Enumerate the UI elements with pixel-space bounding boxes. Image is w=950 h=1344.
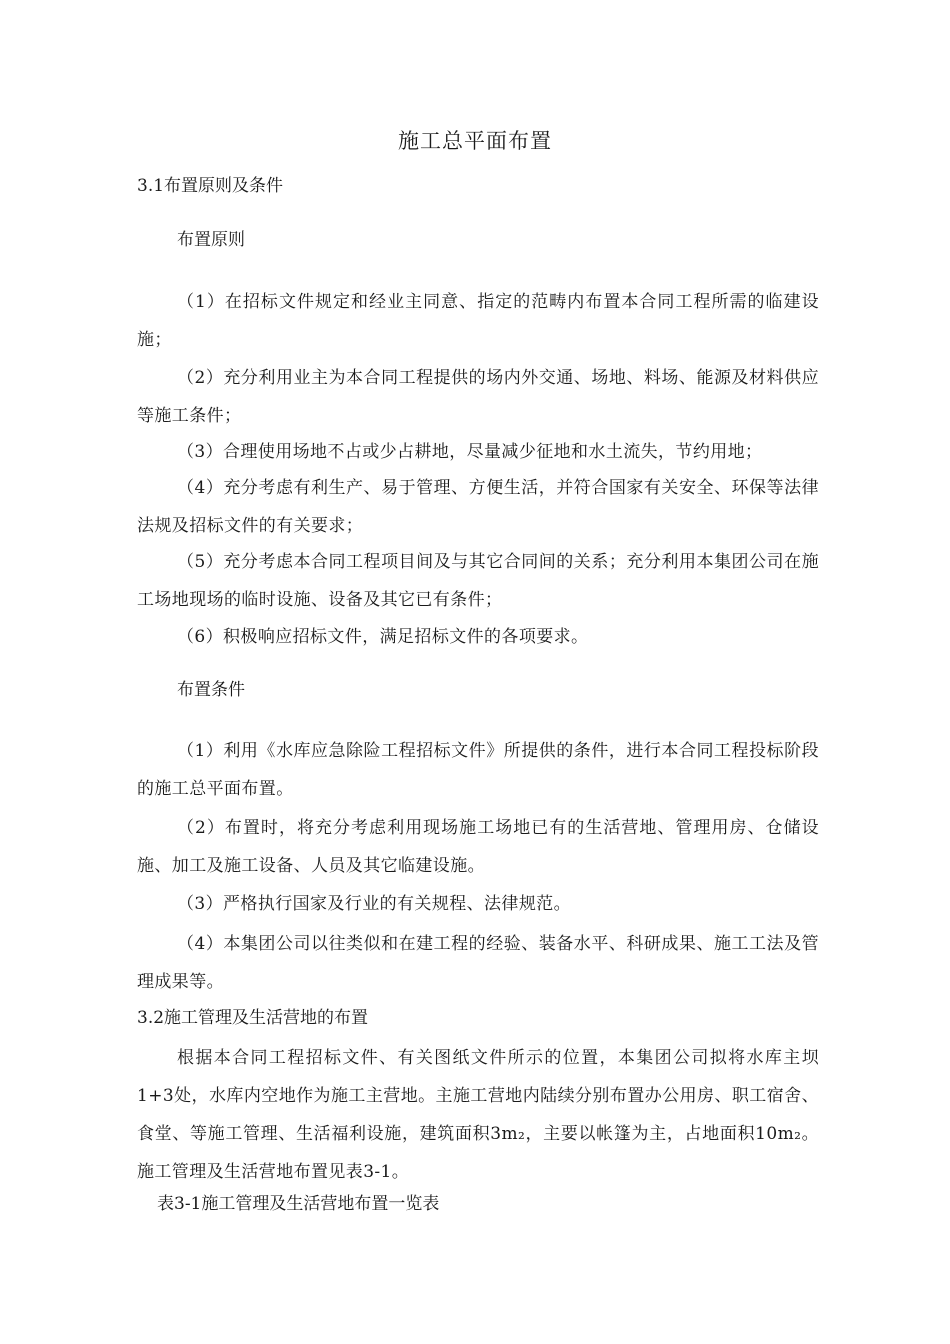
condition-item-4: （4）本集团公司以往类似和在建工程的经验、装备水平、科研成果、施工工法及管理成果等。 bbox=[137, 934, 819, 992]
principle-item-3: （3）合理使用场地不占或少占耕地，尽量减少征地和水土流失，节约用地； bbox=[177, 442, 763, 462]
section-heading-3-1: 3.1布置原则及条件 bbox=[137, 176, 284, 196]
principle-item-2: （2）充分利用业主为本合同工程提供的场内外交通、场地、料场、能源及材料供应等施工条件； bbox=[137, 368, 819, 426]
principle-item-4: （4）充分考虑有利生产、易于管理、方便生活，并符合国家有关安全、环保等法律法规及招标文件的有关要求； bbox=[137, 478, 819, 536]
condition-item-1: （1）利用《水库应急除险工程招标文件》所提供的条件，进行本合同工程投标阶段的施工总平面布置。 bbox=[137, 741, 819, 799]
section-heading-3-2: 3.2施工管理及生活营地的布置 bbox=[137, 1008, 369, 1028]
condition-item-2: （2）布置时，将充分考虑利用现场施工场地已有的生活营地、管理用房、仓储设施、加工及施工设备、人员及其它临建设施。 bbox=[137, 818, 819, 876]
subheading-principles: 布置原则 bbox=[177, 230, 245, 250]
table-caption: 表3-1施工管理及生活营地布置一览表 bbox=[157, 1194, 440, 1214]
principle-item-6: （6）积极响应招标文件，满足招标文件的各项要求。 bbox=[177, 627, 589, 647]
section-3-2-body: 根据本合同工程招标文件、有关图纸文件所示的位置，本集团公司拟将水库主坝1+3处，水库内空地作为施工主营地。主施工营地内陆续分别布置办公用房、职工宿舍、食堂、等施工管理、生活福利设施，建筑面积3m₂，主要以帐篷为主，占地面积10m₂。施工管理及生活营地布置见表3-1。 bbox=[137, 1048, 819, 1182]
condition-item-3: （3）严格执行国家及行业的有关规程、法律规范。 bbox=[177, 894, 572, 914]
principle-item-1: （1）在招标文件规定和经业主同意、指定的范畴内布置本合同工程所需的临建设施； bbox=[137, 292, 819, 350]
subheading-conditions: 布置条件 bbox=[177, 680, 245, 700]
page-title: 施工总平面布置 bbox=[398, 129, 552, 153]
principle-item-5: （5）充分考虑本合同工程项目间及与其它合同间的关系；充分利用本集团公司在施工场地现场的临时设施、设备及其它已有条件； bbox=[137, 552, 819, 610]
